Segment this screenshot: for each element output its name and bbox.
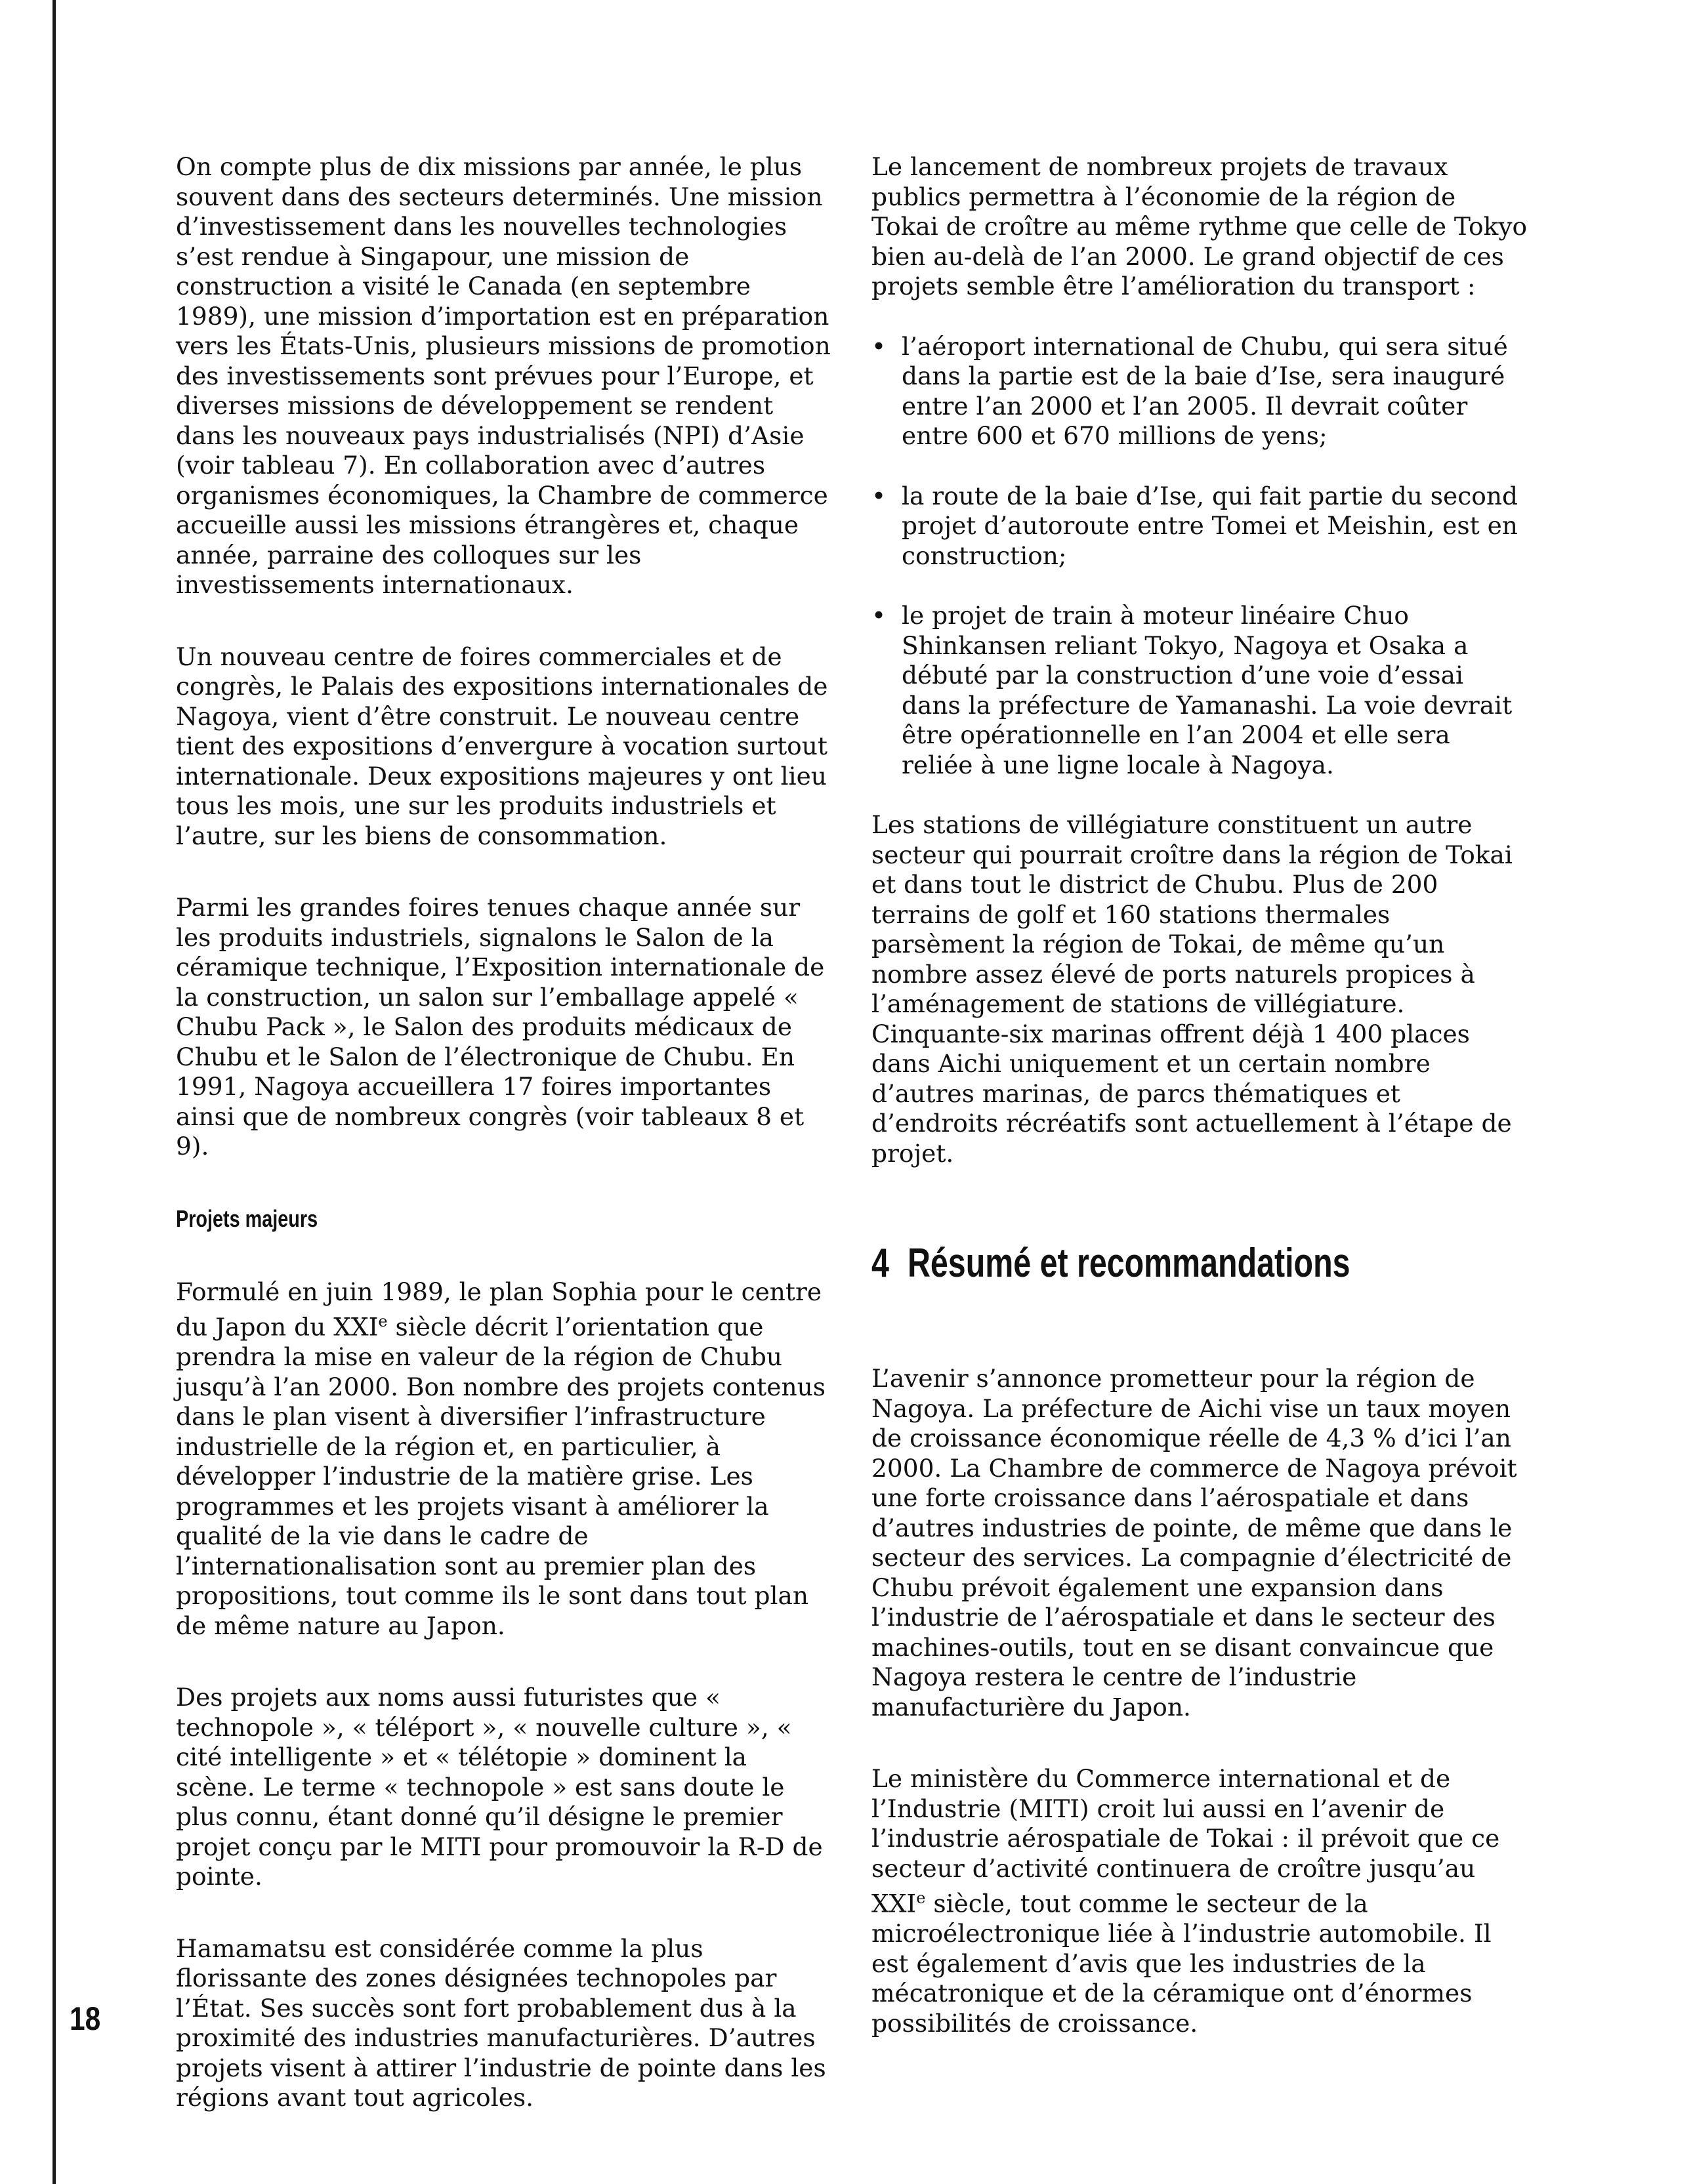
- paragraph-miti: [871, 1764, 1528, 2038]
- sophia-text-start: Formulé en juin 1989, le plan Sophia pour le centre du Japon du XXI: [176, 1277, 822, 1342]
- margin-rule: [52, 0, 56, 2184]
- transport-projects-list: [871, 332, 1528, 781]
- paragraph-technopole: Des projets aux noms aussi futuristes que « technopole », « téléport », « nouvelle culture », « cité intelligente » et « télétopie » dominent la scène. Le terme « technopole » est sans doute le plus connu, étant donné qu’il désigne le premier projet conçu par le MITI pour promouvoir la R-D de pointe.: [176, 1683, 823, 1891]
- paragraph-exhibition-center: Un nouveau centre de foires commerciales et de congrès, le Palais des expositions internationales de Nagoya, vient d’être construit. Le nouveau centre tient des expositions d’envergure à vocation surtout internationale. Deux expositions majeures y ont lieu tous les mois, une sur les produits industriels et l’autre, sur les biens de consommation.: [176, 642, 828, 850]
- list-item: • la route de la baie d’Ise, qui fait partie du second projet d’autoroute entre Tomei et Meishin, est en construction;: [871, 482, 1528, 571]
- paragraph-trade-fairs: Parmi les grandes foires tenues chaque année sur les produits industriels, signalons le Salon de la céramique technique, l’Exposition internationale de la construction, un salon sur l’emballage appelé « Chubu Pack », le Salon des produits médicaux de Chubu et le Salon de l’électronique de Chubu. En 1991, Nagoya accueillera 17 foires importantes ainsi que de nombreux congrès (voir tableaux 8 et 9).: [176, 893, 825, 1161]
- superscript-e: e: [378, 1312, 388, 1330]
- miti-text-start: Le ministère du Commerce international et de l’Industrie (MITI) croit lui aussi en l’avenir de l’industrie aérospatiale de Tokai : il prévoit que ce secteur d’activité continuera de croître jusqu’au XXI: [871, 1764, 1500, 1918]
- paragraph-public-works: Le lancement de nombreux projets de travaux publics permettra à l’économie de la région de Tokai de croître au même rythme que celle de Tokyo bien au-delà de l’an 2000. Le grand objectif de ces projets semble être l’amélioration du transport :: [871, 152, 1528, 300]
- paragraph-hamamatsu: Hamamatsu est considérée comme la plus florissante des zones désignées technopoles par l’État. Ses succès sont fort probablement dus à la proximité des industries manufacturières. D’autres projets visent à attirer l’industrie de pointe dans les régions avant tout agricoles.: [176, 1933, 826, 2112]
- paragraph-missions: On compte plus de dix missions par année, le plus souvent dans des secteurs determinés. Une mission d’investissement dans les nouvelles technologies s’est rendue à Singapour, une mission de construction a visité le Canada (en septembre 1989), une mission d’importation est en préparation vers les États-Unis, plusieurs missions de promotion des investissements sont prévues pour l’Europe, et diverses missions de développement se rendent dans les nouveaux pays industrialisés (NPI) d’Asie (voir tableau 7). En collaboration avec d’autres organismes économiques, la Chambre de commerce accueille aussi les missions étrangères et, chaque année, parraine des colloques sur les investissements internationaux.: [176, 152, 831, 599]
- chapter-title: Résumé et recommandations: [907, 1241, 1350, 1286]
- section-subheading: Projets majeurs: [176, 1205, 318, 1232]
- paragraph-resorts: Les stations de villégiature constituent un autre secteur qui pourrait croître dans la région de Tokai et dans tout le district de Chubu. Plus de 200 terrains de golf et 160 stations thermales parsèment la région de Tokai, de même qu’un nombre assez élevé de ports naturels propices à l’aménagement de stations de villégiature. Cinquante-six marinas offrent déjà 1 400 places dans Aichi uniquement et un certain nombre d’autres marinas, de parcs thématiques et d’endroits récréatifs sont actuellement à l’étape de projet.: [871, 810, 1513, 1168]
- chapter-number: 4: [871, 1241, 889, 1286]
- paragraph-sophia-plan: [176, 1277, 832, 1641]
- superscript-e: e: [916, 1889, 926, 1907]
- paragraph-outlook: L’avenir s’annonce prometteur pour la région de Nagoya. La préfecture de Aichi vise un taux moyen de croissance économique réelle de 4,3 % d’ici l’an 2000. La Chambre de commerce de Nagoya prévoit une forte croissance dans l’aérospatiale et dans d’autres industries de pointe, de même que dans le secteur des services. La compagnie d’électricité de Chubu prévoit également une expansion dans l’industrie de l’aérospatiale et dans le secteur des machines-outils, tout en se disant convaincue que Nagoya restera le centre de l’industrie manufacturière du Japon.: [871, 1364, 1517, 1721]
- chapter-heading: [871, 1241, 1383, 1287]
- right-column: [871, 152, 1528, 2080]
- miti-text-end: siècle, tout comme le secteur de la microélectronique liée à l’industrie automobile. Il est également d’avis que les industries de la mécatronique et de la céramique ont d’énormes possibilités de croissance.: [871, 1889, 1492, 2038]
- list-item: • l’aéroport international de Chubu, qui sera situé dans la partie est de la baie d’Ise, sera inauguré entre l’an 2000 et l’an 2005. Il devrait coûter entre 600 et 670 millions de yens;: [871, 332, 1528, 451]
- sophia-text-end: siècle décrit l’orientation que prendra la mise en valeur de la région de Chubu jusqu’à l’an 2000. Bon nombre des projets contenus dans le plan visent à diversifier l’infrastructure industrielle de la région et, en particulier, à développer l’industrie de la matière grise. Les programmes et les projets visant à améliorer la qualité de la vie dans le cadre de l’internationalisation sont au premier plan des propositions, tout comme ils le sont dans tout plan de même nature au Japon.: [176, 1312, 826, 1640]
- page-number: 18: [70, 2000, 101, 2037]
- left-column: [176, 152, 832, 2155]
- list-item: • le projet de train à moteur linéaire Chuo Shinkansen reliant Tokyo, Nagoya et Osaka a débuté par la construction d’une voie d’essai dans la préfecture de Yamanashi. La voie devrait être opérationnelle en l’an 2004 et elle sera reliée à une ligne locale à Nagoya.: [871, 601, 1528, 780]
